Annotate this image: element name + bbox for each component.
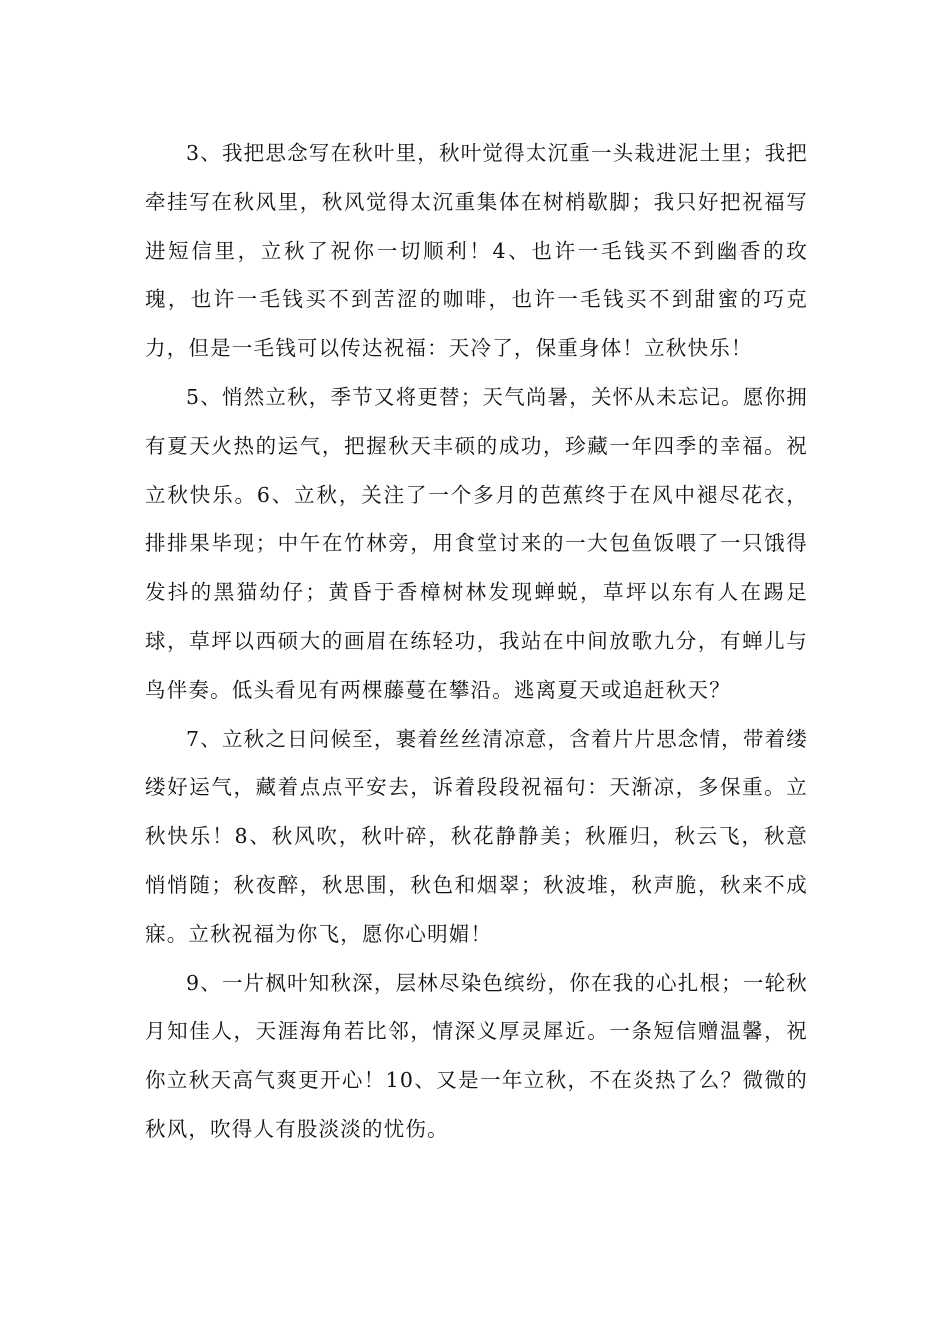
paragraph: 3、我把思念写在秋叶里，秋叶觉得太沉重一头栽进泥土里；我把牵挂写在秋风里，秋风觉得太沉重集体在树梢歇脚；我只好把祝福写进短信里，立秋了祝你一切顺利！4、也许一毛钱买不到幽香的玫瑰，也许一毛钱买不到苦涩的咖啡，也许一毛钱买不到甜蜜的巧克力，但是一毛钱可以传达祝福：天冷了，保重身体！立秋快乐！: [145, 141, 808, 361]
paragraph: 5、悄然立秋，季节又将更替；天气尚暑，关怀从未忘记。愿你拥有夏天火热的运气，把握秋天丰硕的成功，珍藏一年四季的幸福。祝立秋快乐。6、立秋，关注了一个多月的芭蕉终于在风中褪尽花衣，排排果毕现；中午在竹林旁，用食堂讨来的一大包鱼饭喂了一只饿得发抖的黑猫幼仔；黄昏于香樟树林发现蝉蜕，草坪以东有人在踢足球，草坪以西硕大的画眉在练轻功，我站在中间放歌九分，有蝉儿与鸟伴奏。低头看见有两棵藤蔓在攀沿。逃离夏天或追赶秋天？: [145, 384, 808, 702]
paragraph: 7、立秋之日问候至，裹着丝丝清凉意，含着片片思念情，带着缕缕好运气，藏着点点平安去，诉着段段祝福句：天渐凉，多保重。立秋快乐！8、秋风吹，秋叶碎，秋花静静美；秋雁归，秋云飞，秋意悄悄随；秋夜醉，秋思围，秋色和烟翠；秋波堆，秋声脆，秋来不成寐。立秋祝福为你飞，愿你心明媚！: [145, 726, 808, 946]
paragraph: 9、一片枫叶知秋深，层林尽染色缤纷，你在我的心扎根；一轮秋月知佳人，天涯海角若比邻，情深义厚灵犀近。一条短信赠温馨，祝你立秋天高气爽更开心！10、又是一年立秋，不在炎热了么？微微的秋风，吹得人有股淡淡的忧伤。: [145, 970, 808, 1141]
document-body: [145, 129, 808, 1154]
